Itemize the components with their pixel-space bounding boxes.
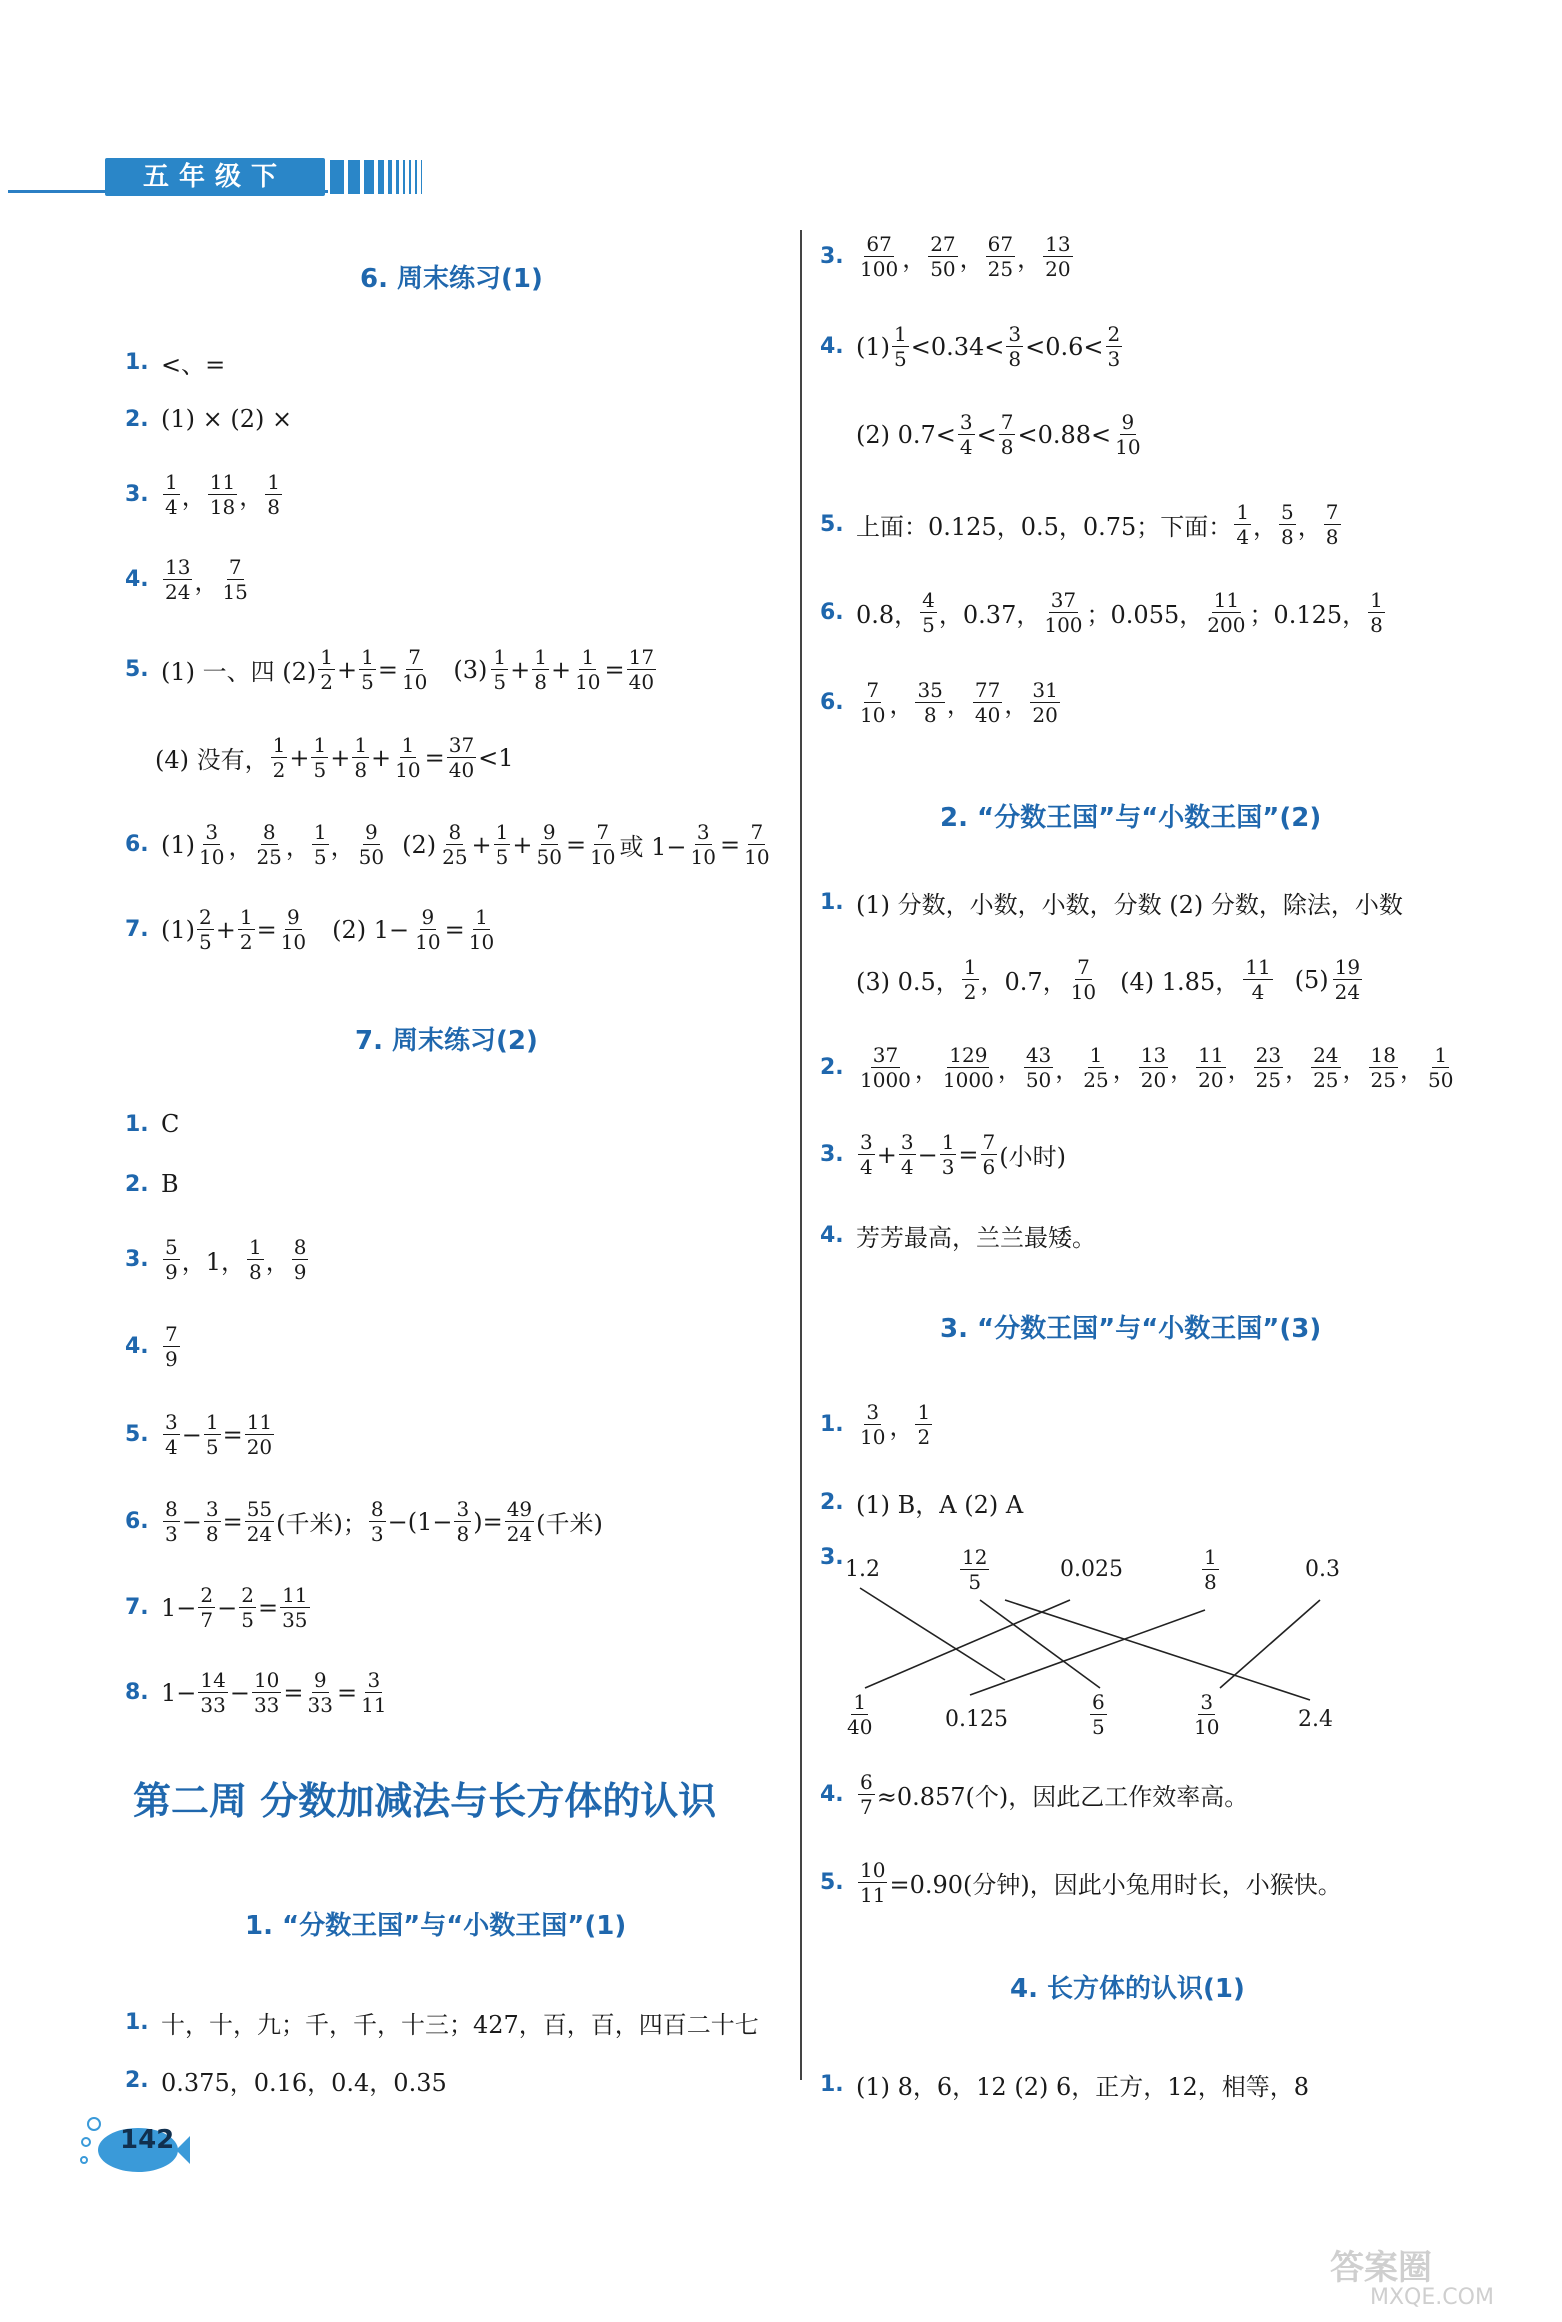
match-bottom-2: 0.125 [945,1707,1008,1732]
answer-s2-3: 3. $\frac{3}{4}$ + $\frac{3}{4}$ − $\frac{1}{3}$ = $\frac{7}{6}$ (小时) [820,1130,1066,1179]
answer-r-3: 3. $\frac{67}{100}$ ， $\frac{27}{50}$ ， $\frac{67}{25}$ ， $\frac{13}{20}$ [820,232,1071,281]
match-top-3: 0.025 [1060,1557,1123,1582]
match-top-2: $\frac{12}{5}$ [962,1545,988,1594]
answer-r-6a: 6. 0.8， $\frac{4}{5}$ ，0.37， $\frac{37}{100}$ ；0.055， $\frac{11}{200}$ ；0.125， $\frac{1}{8}$ [820,588,1383,637]
watermark-url: MXQE.COM [1370,2285,1494,2310]
answer-w7-5: 5. $\frac{3}{4}$ − $\frac{1}{5}$ = $\frac{11}{20}$ [125,1410,273,1459]
answer-w7-2: 2. B [125,1170,179,1198]
answer-w7-4: 4. $\frac{7}{9}$ [125,1322,178,1371]
answer-s3-4: 4. $\frac{6}{7}$ ≈0.857(个)，因此乙工作效率高。 [820,1770,1249,1819]
answer-w6-1: 1. <、= [125,350,226,379]
answer-w6-2: 2. (1) × (2) × [125,405,293,433]
grade-tag: 五年级下 [105,158,325,196]
watermark-logo: 答案圈 [1330,2248,1432,2288]
answer-w6-5: 5. (1) 一、四 (2) $\frac{1}{2}$ + $\frac{1}{5}$ = $\frac{7}{10}$ (3) $\frac{1}{5}$ + $\frac{1}{8}$ + $\frac{1}{10}$ = $\frac{17}{40}$ [125,645,655,694]
match-top-5: 0.3 [1305,1557,1340,1582]
answer-w6-3: 3. $\frac{1}{4}$ ， $\frac{11}{18}$ ， $\frac{1}{8}$ [125,470,280,519]
match-bottom-3: $\frac{6}{5}$ [1092,1690,1105,1739]
column-divider [800,230,802,2080]
section-title-s4: 4. 长方体的认识(1) [1010,1974,1245,2004]
answer-s2-4: 4. 芳芳最高，兰兰最矮。 [820,1223,1096,1252]
answer-r-6b: 6. $\frac{7}{10}$ ， $\frac{35}{8}$ ， $\frac{77}{40}$ ， $\frac{31}{20}$ [820,678,1058,727]
answer-r-5: 5. 上面：0.125，0.5，0.75；下面： $\frac{1}{4}$ ， $\frac{5}{8}$ ， $\frac{7}{8}$ [820,500,1339,549]
answer-s3-2: 2. (1) B，A (2) A [820,1490,1024,1519]
section-title-s3-text: 3. “分数王国”与“小数王国”(3) [940,1308,1321,1345]
answer-s2-1a: 1. (1) 分数，小数，小数，分数 (2) 分数，除法，小数 [820,890,1403,919]
answer-s1-2: 2. 0.375，0.16，0.4，0.35 [125,2068,447,2097]
answer-s4-1: 1. (1) 8，6，12 (2) 6，正方，12，相等，8 [820,2072,1310,2101]
answer-w7-7: 7. 1− $\frac{2}{7}$ − $\frac{2}{5}$ = $\frac{11}{35}$ [125,1583,308,1632]
answer-s3-1: 1. $\frac{3}{10}$ ， $\frac{1}{2}$ [820,1400,931,1449]
match-top-4: $\frac{1}{8}$ [1204,1545,1217,1594]
chapter-title: 第二周 分数加减法与长方体的认识 [133,1779,717,1823]
answer-s2-2: 2. $\frac{37}{1000}$ ， $\frac{129}{1000}$ ， $\frac{43}{50}$ ， $\frac{1}{25}$ ， $\frac{13}{20}$ ， $\frac{11}{20}$ ， $\frac{23}{25}$ ， $\frac{24}{25}$ ， $\frac{18}{25}$ ， $\frac{1}{50}$ [820,1043,1454,1092]
answer-s2-1b: (3) 0.5， $\frac{1}{2}$ ，0.7， $\frac{7}{10}$ (4) 1.85， $\frac{11}{4}$ (5) $\frac{19}{24}$ [856,955,1361,1004]
answer-w6-7: 7. (1) $\frac{2}{5}$ + $\frac{1}{2}$ = $\frac{9}{10}$ (2) 1− $\frac{9}{10}$ = $\frac{1}{10}$ [125,905,495,954]
match-bottom-5: 2.4 [1298,1707,1333,1732]
match-top-1: 1.2 [845,1557,880,1582]
answer-s3-5: 5. $\frac{10}{11}$ =0.90(分钟)，因此小兔用时长，小猴快。 [820,1858,1342,1907]
section-title-s2: 2. “分数王国”与“小数王国”(2) [940,803,1322,833]
match-bottom-4: $\frac{3}{10}$ [1194,1690,1220,1739]
answer-w7-1: 1. C [125,1110,180,1138]
answer-w6-5-4: (4) 没有， $\frac{1}{2}$ + $\frac{1}{5}$ + $\frac{1}{8}$ + $\frac{1}{10}$ = $\frac{37}{40}$ <1 [155,733,514,782]
answer-w7-8: 8. 1− $\frac{14}{33}$ − $\frac{10}{33}$ = $\frac{9}{33}$ = $\frac{3}{11}$ [125,1668,387,1717]
answer-w6-4: 4. $\frac{13}{24}$ ， $\frac{7}{15}$ [125,555,248,604]
section-title-w7: 7. 周末练习(2) [355,1026,538,1056]
answer-s3-3-number: 3. [820,1545,844,1570]
answer-w6-6: 6. (1) $\frac{3}{10}$ ， $\frac{8}{25}$ ， $\frac{1}{5}$ ， $\frac{9}{50}$ (2) $\frac{8}{25}$ + $\frac{1}{5}$ + $\frac{9}{50}$ = $\frac{7}{10}$ 或 1− $\frac{3}{10}$ = $\frac{7}{10}$ [125,820,770,869]
answer-r-4b: (2) 0.7< $\frac{3}{4}$ < $\frac{7}{8}$ <0.88< $\frac{9}{10}$ [856,410,1141,459]
header-decor-bars [330,160,422,194]
answer-w7-3: 3. $\frac{5}{9}$ ，1， $\frac{1}{8}$ ， $\frac{8}{9}$ [125,1235,307,1284]
section-title-w6: 6. 周末练习(1) [360,264,543,294]
section-title-s1: 1. “分数王国”与“小数王国”(1) [245,1911,627,1941]
answer-s1-1: 1. 十，十，九；千，千，十三；427，百，百，四百二十七 [125,2010,759,2039]
answer-w7-6: 6. $\frac{8}{3}$ − $\frac{3}{8}$ = $\frac{55}{24}$ (千米)； $\frac{8}{3}$ −(1− $\frac{3}{8}$ )= $\frac{49}{24}$ (千米) [125,1497,603,1546]
answer-r-4a: 4. (1) $\frac{1}{5}$ <0.34< $\frac{3}{8}$ <0.6< $\frac{2}{3}$ [820,322,1121,371]
match-bottom-1: $\frac{1}{40}$ [847,1690,873,1739]
page-number: 142 [120,2125,175,2155]
matching-lines [820,1560,1340,1720]
